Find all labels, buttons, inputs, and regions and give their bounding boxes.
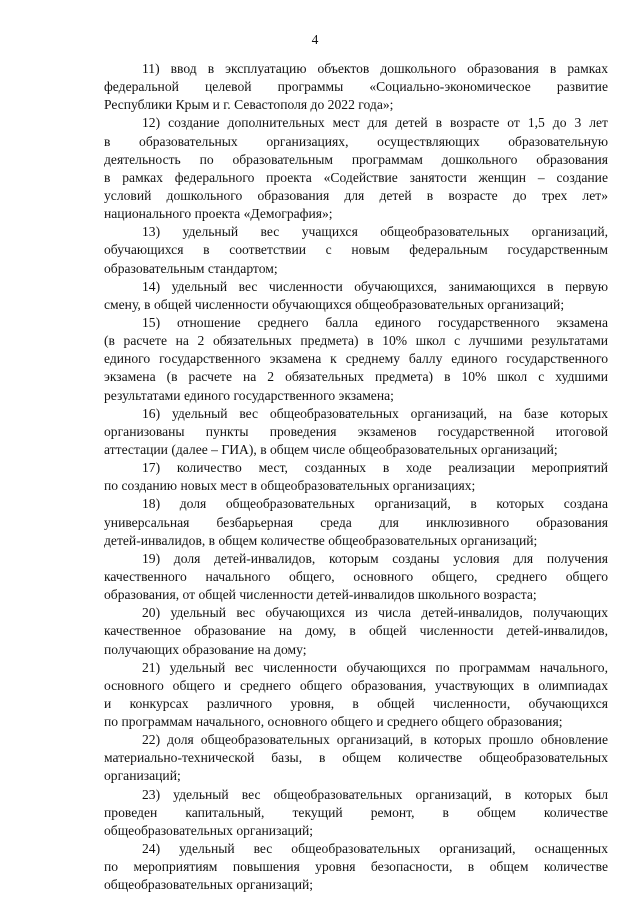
list-paragraph-item-13 <box>104 223 608 277</box>
text-line: 14) удельный вес численности обучающихся, занимающихся в первую <box>142 278 608 294</box>
text-line: 18) доля общеобразовательных организаций, в которых создана <box>142 496 608 512</box>
text-line: проведен капитальный, текущий ремонт, в общем количестве <box>104 804 608 820</box>
text-line: 24) удельный вес общеобразовательных организаций, оснащенных <box>142 841 608 857</box>
list-paragraph-item-11 <box>104 60 608 114</box>
text-line: условий дошкольного образования для детей в возрасте до трех лет» <box>104 187 608 203</box>
list-paragraph-item-19 <box>104 550 608 604</box>
text-line: 15) отношение среднего балла единого государственного экзамена <box>142 314 608 330</box>
list-paragraph-item-23 <box>104 786 608 840</box>
text-line: 11) ввод в эксплуатацию объектов дошкольного образования в рамках <box>142 61 608 76</box>
text-line: детей-инвалидов, в общем количестве общеобразовательных организаций; <box>104 532 538 548</box>
text-line: качественное образование на дому, в общей численности детей-инвалидов, <box>104 623 608 639</box>
list-paragraph-item-14 <box>104 278 608 314</box>
text-line: обучающихся в соответствии с новым федеральным государственным <box>104 242 608 258</box>
text-line: по созданию новых мест в общеобразовательных организациях; <box>104 478 476 494</box>
text-line: 19) доля детей-инвалидов, которым созданы условия для получения <box>142 550 608 566</box>
text-line: образования, от общей численности детей-инвалидов школьного возраста; <box>104 587 537 603</box>
text-line: 13) удельный вес учащихся общеобразовательных организаций, <box>142 224 608 240</box>
page-number: 4 <box>311 32 319 47</box>
list-paragraph-item-22 <box>104 731 608 785</box>
text-line: 17) количество мест, созданных в ходе реализации мероприятий <box>142 460 608 476</box>
text-line: и конкурсах различного уровня, в общей численности, обучающихся <box>104 695 608 711</box>
text-line: 20) удельный вес обучающихся из числа детей-инвалидов, получающих <box>142 605 608 621</box>
text-line: получающих образование на дому; <box>104 641 307 657</box>
list-paragraph-item-20 <box>104 604 608 658</box>
text-line: по программам начального, основного общего и среднего общего образования; <box>104 714 563 730</box>
list-paragraph-item-12 <box>104 114 608 223</box>
text-line: результатами единого государственного экзамена; <box>104 387 394 403</box>
text-line: в рамках федерального проекта «Содействие занятости женщин – создание <box>104 169 608 185</box>
text-line: экзамена (в расчете на 2 обязательных предмета) в 10% школ с худшими <box>104 369 608 385</box>
text-line: национального проекта «Демография»; <box>104 206 333 222</box>
text-line: Республики Крым и г. Севастополя до 2022 года»; <box>104 97 394 113</box>
text-line: по мероприятиям повышения уровня безопасности, в общем количестве <box>104 859 608 875</box>
text-line: организованы пункты проведения экзаменов государственной итоговой <box>104 423 608 439</box>
list-paragraph-item-21 <box>104 659 608 732</box>
text-line: (в расчете на 2 обязательных предмета) в 10% школ с лучшими результатами <box>104 333 608 349</box>
text-line: аттестации (далее – ГИА), в общем числе общеобразовательных организаций; <box>104 441 558 457</box>
text-line: качественного начального общего, основного общего, среднего общего <box>104 568 608 584</box>
document-body <box>104 60 608 894</box>
text-line: 22) доля общеобразовательных организаций, в которых прошло обновление <box>142 732 608 748</box>
text-line: общеобразовательных организаций; <box>104 877 314 893</box>
text-line: организаций; <box>104 768 181 784</box>
text-line: 23) удельный вес общеобразовательных организаций, в которых был <box>142 786 608 802</box>
text-line: общеобразовательных организаций; <box>104 822 314 838</box>
text-line: образовательным стандартом; <box>104 260 278 276</box>
text-line: 12) создание дополнительных мест для детей в возрасте от 1,5 до 3 лет <box>142 115 608 131</box>
list-paragraph-item-17 <box>104 459 608 495</box>
text-line: в образовательных организациях, осуществляющих образовательную <box>104 133 608 149</box>
text-line: универсальная безбарьерная среда для инклюзивного образования <box>104 514 608 530</box>
text-line: смену, в общей численности обучающихся общеобразовательных организаций; <box>104 296 565 312</box>
text-line: 21) удельный вес численности обучающихся по программам начального, <box>142 659 608 675</box>
text-line: материально-технической базы, в общем количестве общеобразовательных <box>104 750 608 766</box>
list-paragraph-item-18 <box>104 495 608 549</box>
list-paragraph-item-24 <box>104 840 608 894</box>
list-paragraph-item-16 <box>104 405 608 459</box>
text-line: единого государственного экзамена к среднему баллу единого государственного <box>104 351 608 367</box>
list-paragraph-item-15 <box>104 314 608 405</box>
text-line: 16) удельный вес общеобразовательных организаций, на базе которых <box>142 405 608 421</box>
text-line: основного общего и среднего общего образования, участвующих в олимпиадах <box>104 677 608 693</box>
text-line: деятельность по образовательным программам дошкольного образования <box>104 151 608 167</box>
text-line: федеральной целевой программы «Социально-экономическое развитие <box>104 79 608 95</box>
